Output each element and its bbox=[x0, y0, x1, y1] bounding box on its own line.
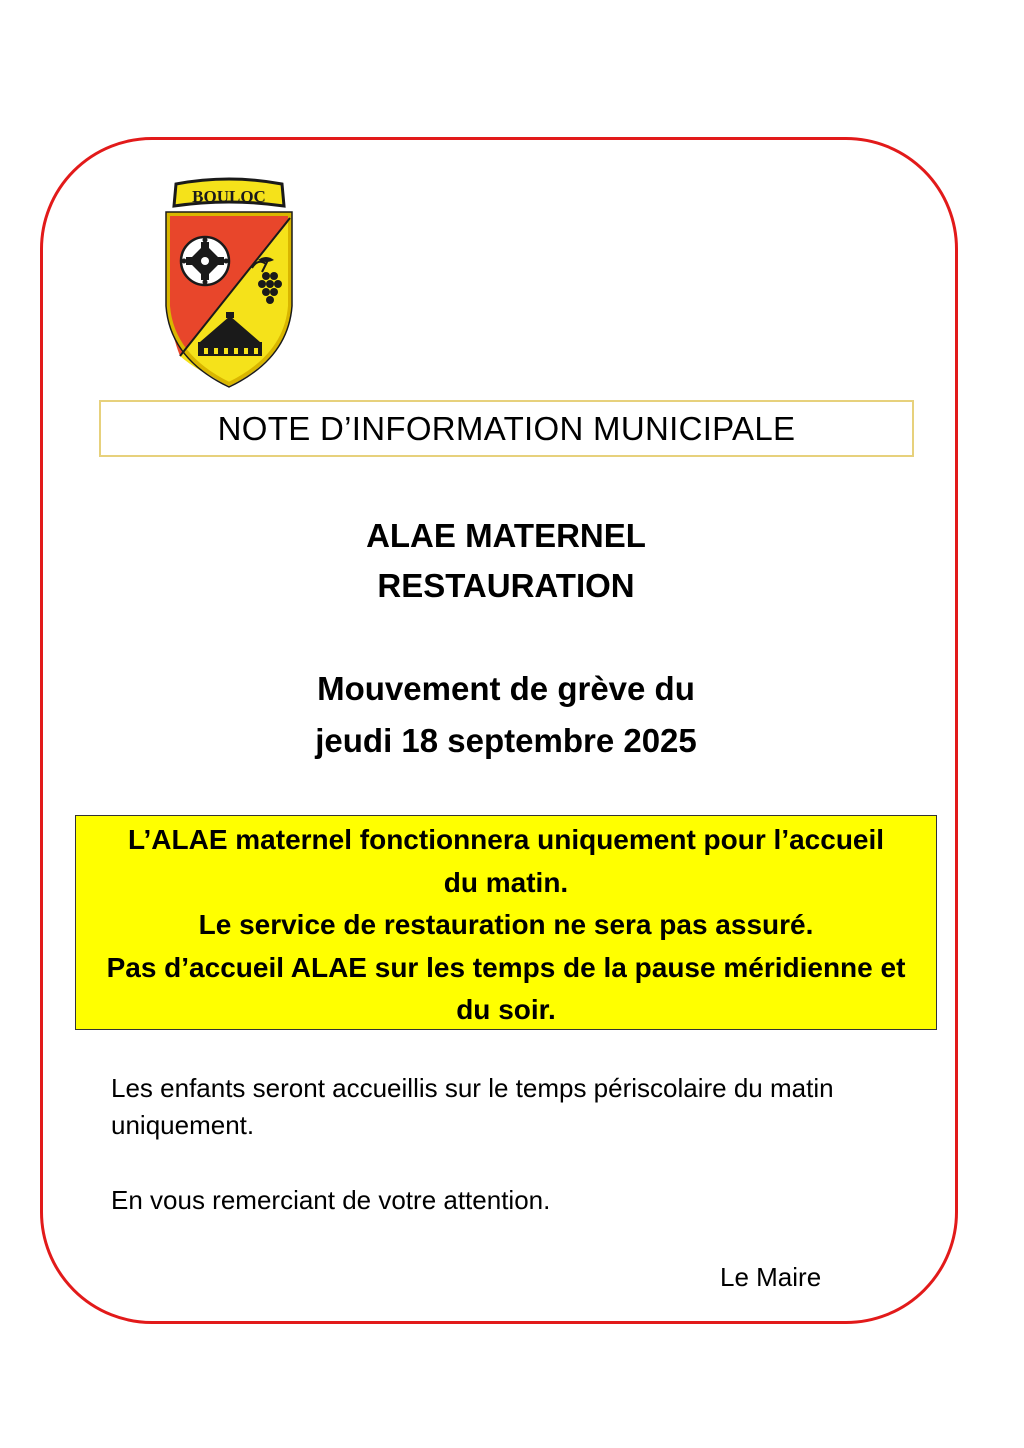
notice-line4: Pas d’accueil ALAE sur les temps de la pause méridienne et bbox=[106, 951, 906, 983]
heading-strike bbox=[0, 663, 1012, 767]
heading-strike-line2: jeudi 18 septembre 2025 bbox=[315, 722, 697, 759]
notice-box bbox=[75, 815, 937, 1030]
heading-alae bbox=[0, 511, 1012, 611]
signature: Le Maire bbox=[720, 1262, 822, 1292]
body-paragraph-2: En vous remerciant de votre attention. bbox=[111, 1185, 551, 1215]
body-paragraph-1-line1: Les enfants seront accueillis sur le temps périscolaire du matin bbox=[111, 1073, 834, 1103]
notice-line1: L’ALAE maternel fonctionnera uniquement pour l’accueil bbox=[127, 824, 885, 855]
notice-line3: Le service de restauration ne sera pas assuré. bbox=[198, 909, 814, 940]
body-paragraph-1 bbox=[111, 1070, 911, 1144]
heading-strike-line1: Mouvement de grève du bbox=[317, 670, 695, 707]
notice-line5: du soir. bbox=[456, 994, 556, 1025]
heading-alae-line2: RESTAURATION bbox=[377, 567, 635, 604]
page-title: NOTE D’INFORMATION MUNICIPALE bbox=[217, 409, 796, 447]
crest-banner-text: BOULOC bbox=[192, 187, 266, 206]
notice-line2: du matin. bbox=[443, 866, 569, 898]
title-box bbox=[99, 400, 914, 457]
heading-alae-line1: ALAE MATERNEL bbox=[366, 517, 646, 554]
occitan-cross-icon bbox=[181, 237, 229, 285]
bouloc-crest bbox=[162, 176, 296, 388]
body-paragraph-1-line2: uniquement. bbox=[111, 1110, 255, 1140]
